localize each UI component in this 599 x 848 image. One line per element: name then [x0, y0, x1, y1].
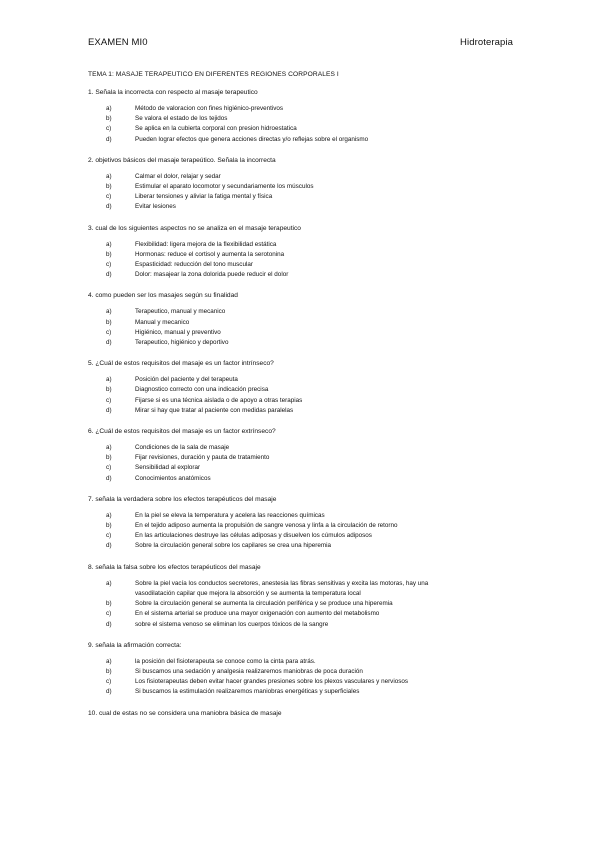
answer-option — [88, 657, 528, 667]
option-letter: a) — [106, 511, 112, 519]
question-9 — [88, 641, 528, 698]
option-list — [88, 657, 528, 698]
option-text: Se valora el estado de los tejidos — [135, 115, 228, 123]
question-3 — [88, 224, 528, 281]
question-spacer — [88, 145, 528, 156]
question-text: 3. cual de los siguientes aspectos no se analiza en el masaje terapeutico — [88, 224, 301, 232]
answer-option — [88, 260, 528, 270]
option-text: Si buscamos la estimulación realizaremos maniobras energéticas y superficiales — [135, 688, 360, 696]
question-spacer — [88, 552, 528, 563]
option-letter: d) — [106, 688, 112, 696]
option-letter: c) — [106, 610, 112, 618]
option-letter — [88, 589, 135, 599]
option-letter: d) — [106, 135, 112, 143]
option-text: Terapeutico, manual y mecanico — [135, 308, 226, 316]
option-text: Mirar si hay que tratar al paciente con medidas paralelas — [135, 406, 294, 414]
option-text: Sensibilidad al explorar — [135, 464, 201, 472]
answer-option — [88, 338, 528, 348]
option-letter: b) — [106, 522, 112, 530]
option-list — [88, 240, 528, 281]
option-text: En la piel se eleva la temperatura y acelera las reacciones químicas — [135, 511, 325, 519]
question-text: 8. señala la falsa sobre los efectos terapéuticos del masaje — [88, 563, 261, 571]
option-text: Los fisioterapeutas deben evitar hacer grandes presiones sobre los plexos vasculares y nerviosos — [135, 678, 409, 686]
option-text: Fijarse si es una técnica aislada o de apoyo a otras terapias — [135, 396, 303, 404]
answer-option — [88, 521, 528, 531]
option-letter: a) — [106, 444, 112, 452]
answer-option — [88, 443, 528, 453]
option-text: la posición del fisioterapeuta se conoce como la cinta para atrás. — [135, 657, 316, 665]
option-text: Sobre la piel vacía los conductos secretores, anestesia las fibras sensitivas y excita las motoras, hay una — [135, 579, 429, 587]
option-list — [88, 104, 528, 145]
answer-option — [88, 182, 528, 192]
answer-option — [88, 463, 528, 473]
option-text: Terapeutico, higiénico y deportivo — [135, 339, 229, 347]
option-letter: c) — [106, 328, 112, 336]
option-letter: c) — [106, 193, 112, 201]
question-2 — [88, 156, 528, 213]
question-spacer — [88, 416, 528, 427]
answer-option — [88, 620, 528, 630]
option-letter: b) — [106, 250, 112, 258]
option-letter: c) — [106, 464, 112, 472]
answer-option — [88, 318, 528, 328]
question-text: 6. ¿Cuál de estos requisitos del masaje es un factor extrínseco? — [88, 428, 276, 436]
answer-option — [88, 202, 528, 212]
option-text: Pueden lograr efectos que genera acciones directas y/o reflejas sobre el organismo — [135, 135, 369, 143]
option-letter: a) — [106, 172, 112, 180]
answer-option — [88, 270, 528, 280]
answer-option — [88, 541, 528, 551]
option-text: En las articulaciones destruye las células adiposas y disuelven los cúmulos adiposos — [135, 532, 372, 540]
option-letter: b) — [106, 115, 112, 123]
option-text: Liberar tensiones y aliviar la fatiga mental y física — [135, 193, 273, 201]
option-letter: a) — [106, 376, 112, 384]
option-text: Flexibilidad: ligera mejora de la flexibilidad estática — [135, 240, 277, 248]
option-letter: d) — [106, 620, 112, 628]
question-4 — [88, 291, 528, 348]
option-list — [88, 579, 528, 630]
option-text: Conocimientos anatómicos — [135, 474, 211, 482]
option-text: Estimular el aparato locomotor y secundariamente los músculos — [135, 183, 314, 191]
answer-option — [88, 474, 528, 484]
question-10 — [88, 709, 528, 719]
option-text: Diagnostico correcto con una indicación precisa — [135, 386, 269, 394]
option-text: sobre el sistema venoso se eliminan los cuerpos tóxicos de la sangre — [135, 620, 329, 628]
answer-option — [88, 511, 528, 521]
question-text: 1. Señala la incorrecta con respecto al masaje terapeutico — [88, 89, 258, 96]
section-title: TEMA 1: MASAJE TERAPEUTICO EN DIFERENTES REGIONES CORPORALES I — [88, 71, 339, 78]
option-text: Fijar revisiones, duración y pauta de tratamiento — [135, 454, 270, 462]
answer-option — [88, 135, 528, 145]
option-text: Sobre la circulación general se aumenta la circulación periférica y se produce una hiperemia — [135, 600, 393, 608]
option-letter: d) — [106, 542, 112, 550]
option-text: Calmar el dolor, relajar y sedar — [135, 172, 221, 180]
answer-option — [88, 104, 528, 114]
answer-option — [88, 589, 528, 599]
header-exam-title: EXAMEN MI0 — [88, 37, 148, 48]
option-text: Higiénico, manual y preventivo — [135, 328, 221, 336]
option-letter: b) — [106, 600, 112, 608]
question-text: 5. ¿Cuál de estos requisitos del masaje es un factor intrínseco? — [88, 360, 274, 368]
option-letter: d) — [106, 339, 112, 347]
option-text: Hormonas: reduce el cortisol y aumenta la serotonina — [135, 250, 285, 258]
option-list — [88, 511, 528, 552]
question-spacer — [88, 348, 528, 359]
answer-option — [88, 375, 528, 385]
option-text: vasodilatación capilar que mejora la absorción y se aumenta la temperatura local — [135, 589, 361, 597]
questions-list — [88, 88, 528, 719]
option-text: Espasticidad: reducción del tono muscular — [135, 261, 253, 269]
option-letter: d) — [106, 203, 112, 211]
answer-option — [88, 667, 528, 677]
question-spacer — [88, 484, 528, 495]
answer-option — [88, 250, 528, 260]
option-text: Posición del paciente y del terapeuta — [135, 376, 238, 384]
option-list — [88, 443, 528, 484]
question-1 — [88, 88, 528, 145]
question-text: 2. objetivos básicos del masaje terapeútico. Señala la incorrecta — [88, 156, 276, 164]
option-letter: a) — [106, 657, 112, 665]
option-list — [88, 172, 528, 213]
question-8 — [88, 563, 528, 630]
option-text: En el tejido adiposo aumenta la propulsión de sangre venosa y linfa a la circulación de retorno — [135, 522, 398, 530]
question-text: 10. cual de estas no se considera una maniobra básica de masaje — [88, 709, 282, 717]
answer-option — [88, 396, 528, 406]
answer-option — [88, 677, 528, 687]
question-spacer — [88, 213, 528, 224]
answer-option — [88, 192, 528, 202]
option-text: Manual y mecanico — [135, 318, 190, 326]
option-letter: c) — [106, 396, 112, 404]
option-text: En el sistema arterial se produce una mayor oxigenación con aumento del metabolismo — [135, 610, 380, 618]
answer-option — [88, 609, 528, 619]
option-letter: a) — [106, 308, 112, 316]
option-list — [88, 375, 528, 416]
option-text: Si buscamos una sedación y analgesia realizaremos maniobras de poca duración — [135, 667, 363, 675]
answer-option — [88, 406, 528, 416]
question-text: 4. como pueden ser los masajes según su finalidad — [88, 292, 238, 300]
option-letter: b) — [106, 454, 112, 462]
option-letter: c) — [106, 532, 112, 540]
option-text: Condiciones de la sala de masaje — [135, 444, 230, 452]
answer-option — [88, 453, 528, 463]
option-letter: c) — [106, 678, 112, 686]
option-letter: b) — [106, 386, 112, 394]
option-letter: a) — [106, 240, 112, 248]
option-text: Método de valoracion con fines higiénico-preventivos — [135, 105, 284, 112]
answer-option — [88, 172, 528, 182]
header-subject: Hidroterapia — [460, 37, 513, 48]
answer-option — [88, 307, 528, 317]
question-7 — [88, 495, 528, 552]
question-5 — [88, 359, 528, 416]
question-text: 9. señala la afirmación correcta: — [88, 641, 182, 649]
option-letter: a) — [106, 105, 112, 112]
question-spacer — [88, 630, 528, 641]
option-list — [88, 307, 528, 348]
answer-option — [88, 599, 528, 609]
answer-option — [88, 531, 528, 541]
option-letter: b) — [106, 318, 112, 326]
option-letter: d) — [106, 406, 112, 414]
question-text: 7. señala la verdadera sobre los efectos terapéuticos del masaje — [88, 495, 277, 503]
option-letter: b) — [106, 183, 112, 191]
option-text: Evitar lesiones — [135, 203, 176, 211]
option-letter: d) — [106, 271, 112, 279]
option-text: Se aplica en la cubierta corporal con presion hidroestatica — [135, 125, 297, 133]
answer-option — [88, 579, 528, 589]
option-text: Sobre la circulación general sobre los capilares se crea una hiperemia — [135, 542, 332, 550]
question-spacer — [88, 698, 528, 709]
option-letter: d) — [106, 474, 112, 482]
answer-option — [88, 240, 528, 250]
option-letter: a) — [106, 579, 112, 587]
answer-option — [88, 385, 528, 395]
question-spacer — [88, 280, 528, 291]
answer-option — [88, 124, 528, 134]
question-6 — [88, 427, 528, 484]
option-letter: b) — [106, 667, 112, 675]
option-letter: c) — [106, 261, 112, 269]
option-letter: c) — [106, 125, 112, 133]
answer-option — [88, 687, 528, 697]
answer-option — [88, 114, 528, 124]
answer-option — [88, 328, 528, 338]
option-text: Dolor: masajear la zona dolorida puede reducir el dolor — [135, 271, 289, 279]
